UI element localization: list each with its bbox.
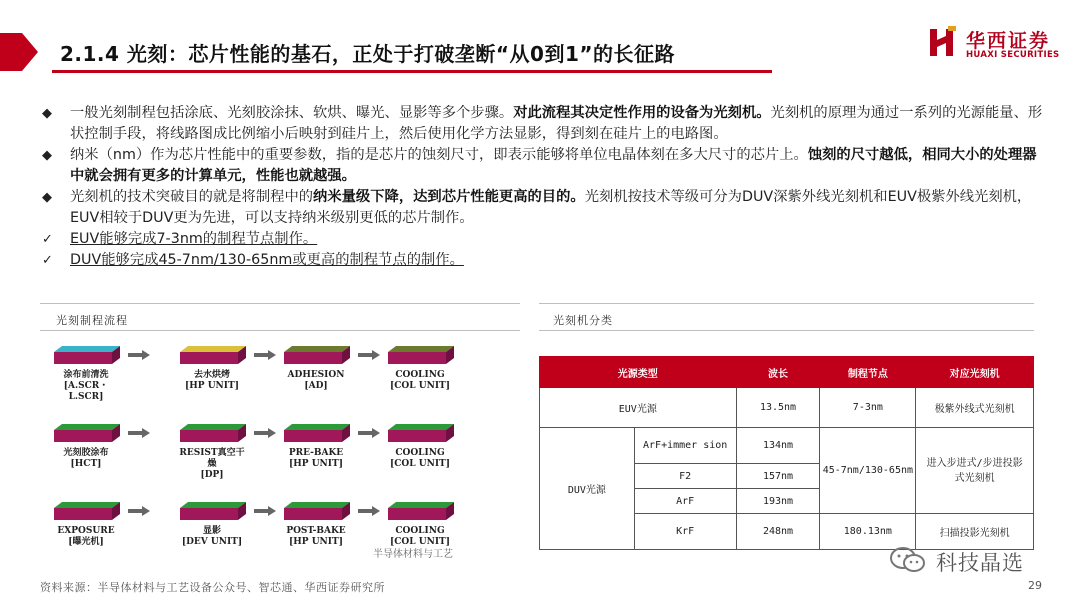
arrow-right-icon	[254, 350, 276, 360]
bullet-list	[40, 103, 1050, 271]
process-step-label	[384, 370, 456, 392]
check-text: DUV能够完成45-7nm/130-65nm或更高的制程节点的制作。	[70, 252, 464, 268]
process-step-name: COOLING	[395, 370, 445, 380]
process-step-label	[280, 526, 352, 548]
process-step-unit: [曝光机]	[68, 537, 104, 547]
check-icon: ✓	[42, 253, 53, 268]
process-step-name: ADHESION	[287, 370, 345, 380]
image-watermark: 半导体材料与工艺	[373, 549, 453, 560]
process-step-name: POST-BAKE	[286, 526, 346, 536]
process-step-name: COOLING	[395, 448, 445, 458]
logo-english-name: HUAXI SECURITIES	[966, 50, 1060, 60]
process-step-unit: [AD]	[304, 381, 328, 391]
bullet-text: 纳米（nm）作为芯片性能中的重要参数，指的是芯片的蚀刻尺寸，即表示能够将单位电晶体刻在多大尺寸的芯片上。	[70, 147, 808, 163]
wafer-step-graphic	[388, 344, 454, 366]
bullet-text-bold: 纳米量级下降，达到芯片性能更高的目的。	[313, 189, 585, 205]
process-step-label	[384, 448, 456, 470]
process-step-unit: [COL UNIT]	[390, 381, 450, 391]
title-accent-block	[0, 33, 22, 71]
cell-wavelength: 248nm	[736, 514, 820, 550]
arrow-right-icon	[358, 428, 380, 438]
check-item	[40, 229, 1050, 250]
process-step-label	[50, 448, 122, 470]
source-note: 资料来源：半导体材料与工艺设备公众号、智芯通、华西证券研究所	[40, 581, 385, 594]
bullet-item	[40, 145, 1050, 187]
wafer-step-graphic	[180, 500, 246, 522]
title-accent-chevron	[22, 33, 38, 71]
header-node: 制程节点	[820, 357, 916, 388]
cell-node: 45-7nm/130-65nm	[820, 428, 916, 514]
wafer-step-graphic	[284, 422, 350, 444]
wafer-step-graphic	[284, 344, 350, 366]
wafer-step-graphic	[54, 500, 120, 522]
cell-subtype: F2	[634, 464, 736, 489]
process-step-unit: [DEV UNIT]	[181, 537, 243, 547]
panel-divider	[40, 303, 520, 304]
cell-machine: 进入步进式/步进投影式光刻机	[916, 428, 1034, 514]
header-machine: 对应光刻机	[916, 357, 1034, 388]
wafer-step-graphic	[180, 344, 246, 366]
bullet-text-bold: 蚀刻的尺寸越低，相同大小的处理器中就会拥有更多的计算单元，性能也就越强。	[70, 147, 1037, 184]
process-step-label	[280, 448, 352, 470]
diamond-bullet-icon: ◆	[42, 190, 52, 205]
process-step-unit: [COL UNIT]	[390, 459, 450, 469]
diamond-bullet-icon: ◆	[42, 106, 52, 121]
wechat-account-badge	[888, 546, 1048, 574]
arrow-right-icon	[254, 428, 276, 438]
bullet-item	[40, 187, 1050, 229]
process-step-label	[50, 370, 122, 403]
right-panel-title: 光刻机分类	[553, 314, 613, 327]
cell-subtype: KrF	[634, 514, 736, 550]
header-light-source: 光源类型	[540, 357, 737, 388]
wechat-icon	[888, 546, 928, 574]
process-step-name: 涂布前清洗	[63, 370, 109, 380]
process-step-name: RESIST真空干燥	[179, 448, 245, 469]
check-icon: ✓	[42, 232, 53, 247]
company-logo	[928, 26, 1068, 64]
cell-machine: 极紫外线式光刻机	[916, 388, 1034, 428]
table-row	[540, 388, 1034, 428]
process-step-label	[176, 448, 248, 481]
wafer-step-graphic	[284, 500, 350, 522]
arrow-right-icon	[358, 350, 380, 360]
process-step-unit: [DP]	[200, 470, 224, 480]
cell-wavelength: 134nm	[736, 428, 820, 464]
process-step-name: PRE-BAKE	[288, 448, 344, 458]
process-step-label	[280, 370, 352, 392]
check-item	[40, 250, 1050, 271]
lithography-classification-table	[539, 356, 1034, 550]
table-row	[540, 428, 1034, 464]
wafer-step-graphic	[54, 344, 120, 366]
process-step-name: EXPOSURE	[57, 526, 115, 536]
bullet-text-bold: 对此流程其决定性作用的设备为光刻机。	[513, 105, 771, 121]
process-step-unit: [HP UNIT]	[185, 381, 239, 391]
table-header-row	[540, 357, 1034, 388]
arrow-right-icon	[254, 506, 276, 516]
bullet-item	[40, 103, 1050, 145]
left-panel-title: 光刻制程流程	[56, 314, 128, 327]
cell-machine: 扫描投影光刻机	[916, 514, 1034, 550]
cell-source: DUV光源	[540, 428, 635, 550]
arrow-right-icon	[128, 506, 150, 516]
check-text: EUV能够完成7-3nm的制程节点制作。	[70, 231, 318, 247]
process-step-unit: [HCT]	[70, 459, 102, 469]
huaxi-logo-icon	[928, 26, 958, 58]
wafer-step-graphic	[388, 500, 454, 522]
wechat-account-name: 科技晶选	[936, 551, 1024, 575]
process-step-unit: [A.SCR・L.SCR]	[63, 381, 109, 402]
wafer-step-graphic	[180, 422, 246, 444]
cell-node: 180.13nm	[820, 514, 916, 550]
process-step-name: 显影	[202, 526, 221, 536]
cell-subtype: ArF+immer sion	[634, 428, 736, 464]
bullet-text: 光刻机的原理为通过一系列的光源能量、形状控制手段，将线路图成比例缩小后映射到硅片上，然后使用化学方法显影，得到刻在硅片上的电路图。	[70, 105, 1043, 142]
diamond-bullet-icon: ◆	[42, 148, 52, 163]
arrow-right-icon	[128, 350, 150, 360]
cell-wavelength: 193nm	[736, 489, 820, 514]
title-underline	[52, 70, 772, 73]
panel-divider	[539, 330, 1034, 331]
wafer-step-graphic	[54, 422, 120, 444]
cell-source: EUV光源	[540, 388, 737, 428]
logo-chinese-name: 华西证券	[966, 30, 1051, 52]
header-wavelength: 波长	[736, 357, 820, 388]
process-step-name: 去水烘烤	[193, 370, 230, 380]
bullet-text: 一般光刻制程包括涂底、光刻胶涂抹、软烘、曝光、显影等多个步骤。	[70, 105, 514, 121]
process-step-name: 光刻胶涂布	[63, 448, 109, 458]
process-step-unit: [HP UNIT]	[289, 537, 343, 547]
process-step-unit: [COL UNIT]	[390, 537, 450, 547]
cell-subtype: ArF	[634, 489, 736, 514]
process-step-label	[176, 526, 248, 548]
panel-divider	[539, 303, 1034, 304]
process-step-unit: [HP UNIT]	[289, 459, 343, 469]
arrow-right-icon	[128, 428, 150, 438]
bullet-text: 光刻机按技术等级可分为DUV深紫外线光刻机和EUV极紫外线光刻机，EUV相较于DUV更为先进，可以支持纳米级别更低的芯片制作。	[70, 189, 1032, 226]
process-step-name: COOLING	[395, 526, 445, 536]
page-number: 29	[1028, 579, 1042, 592]
lithography-process-diagram	[52, 340, 522, 572]
process-step-label	[176, 370, 248, 392]
panel-divider	[40, 330, 520, 331]
process-step-label	[50, 526, 122, 548]
cell-node: 7-3nm	[820, 388, 916, 428]
arrow-right-icon	[358, 506, 380, 516]
cell-wavelength: 13.5nm	[736, 388, 820, 428]
cell-wavelength: 157nm	[736, 464, 820, 489]
bullet-text: 光刻机的技术突破目的就是将制程中的	[70, 189, 314, 205]
wafer-step-graphic	[388, 422, 454, 444]
page-title: 2.1.4 光刻：芯片性能的基石，正处于打破垄断“从0到1”的长征路	[60, 42, 676, 66]
